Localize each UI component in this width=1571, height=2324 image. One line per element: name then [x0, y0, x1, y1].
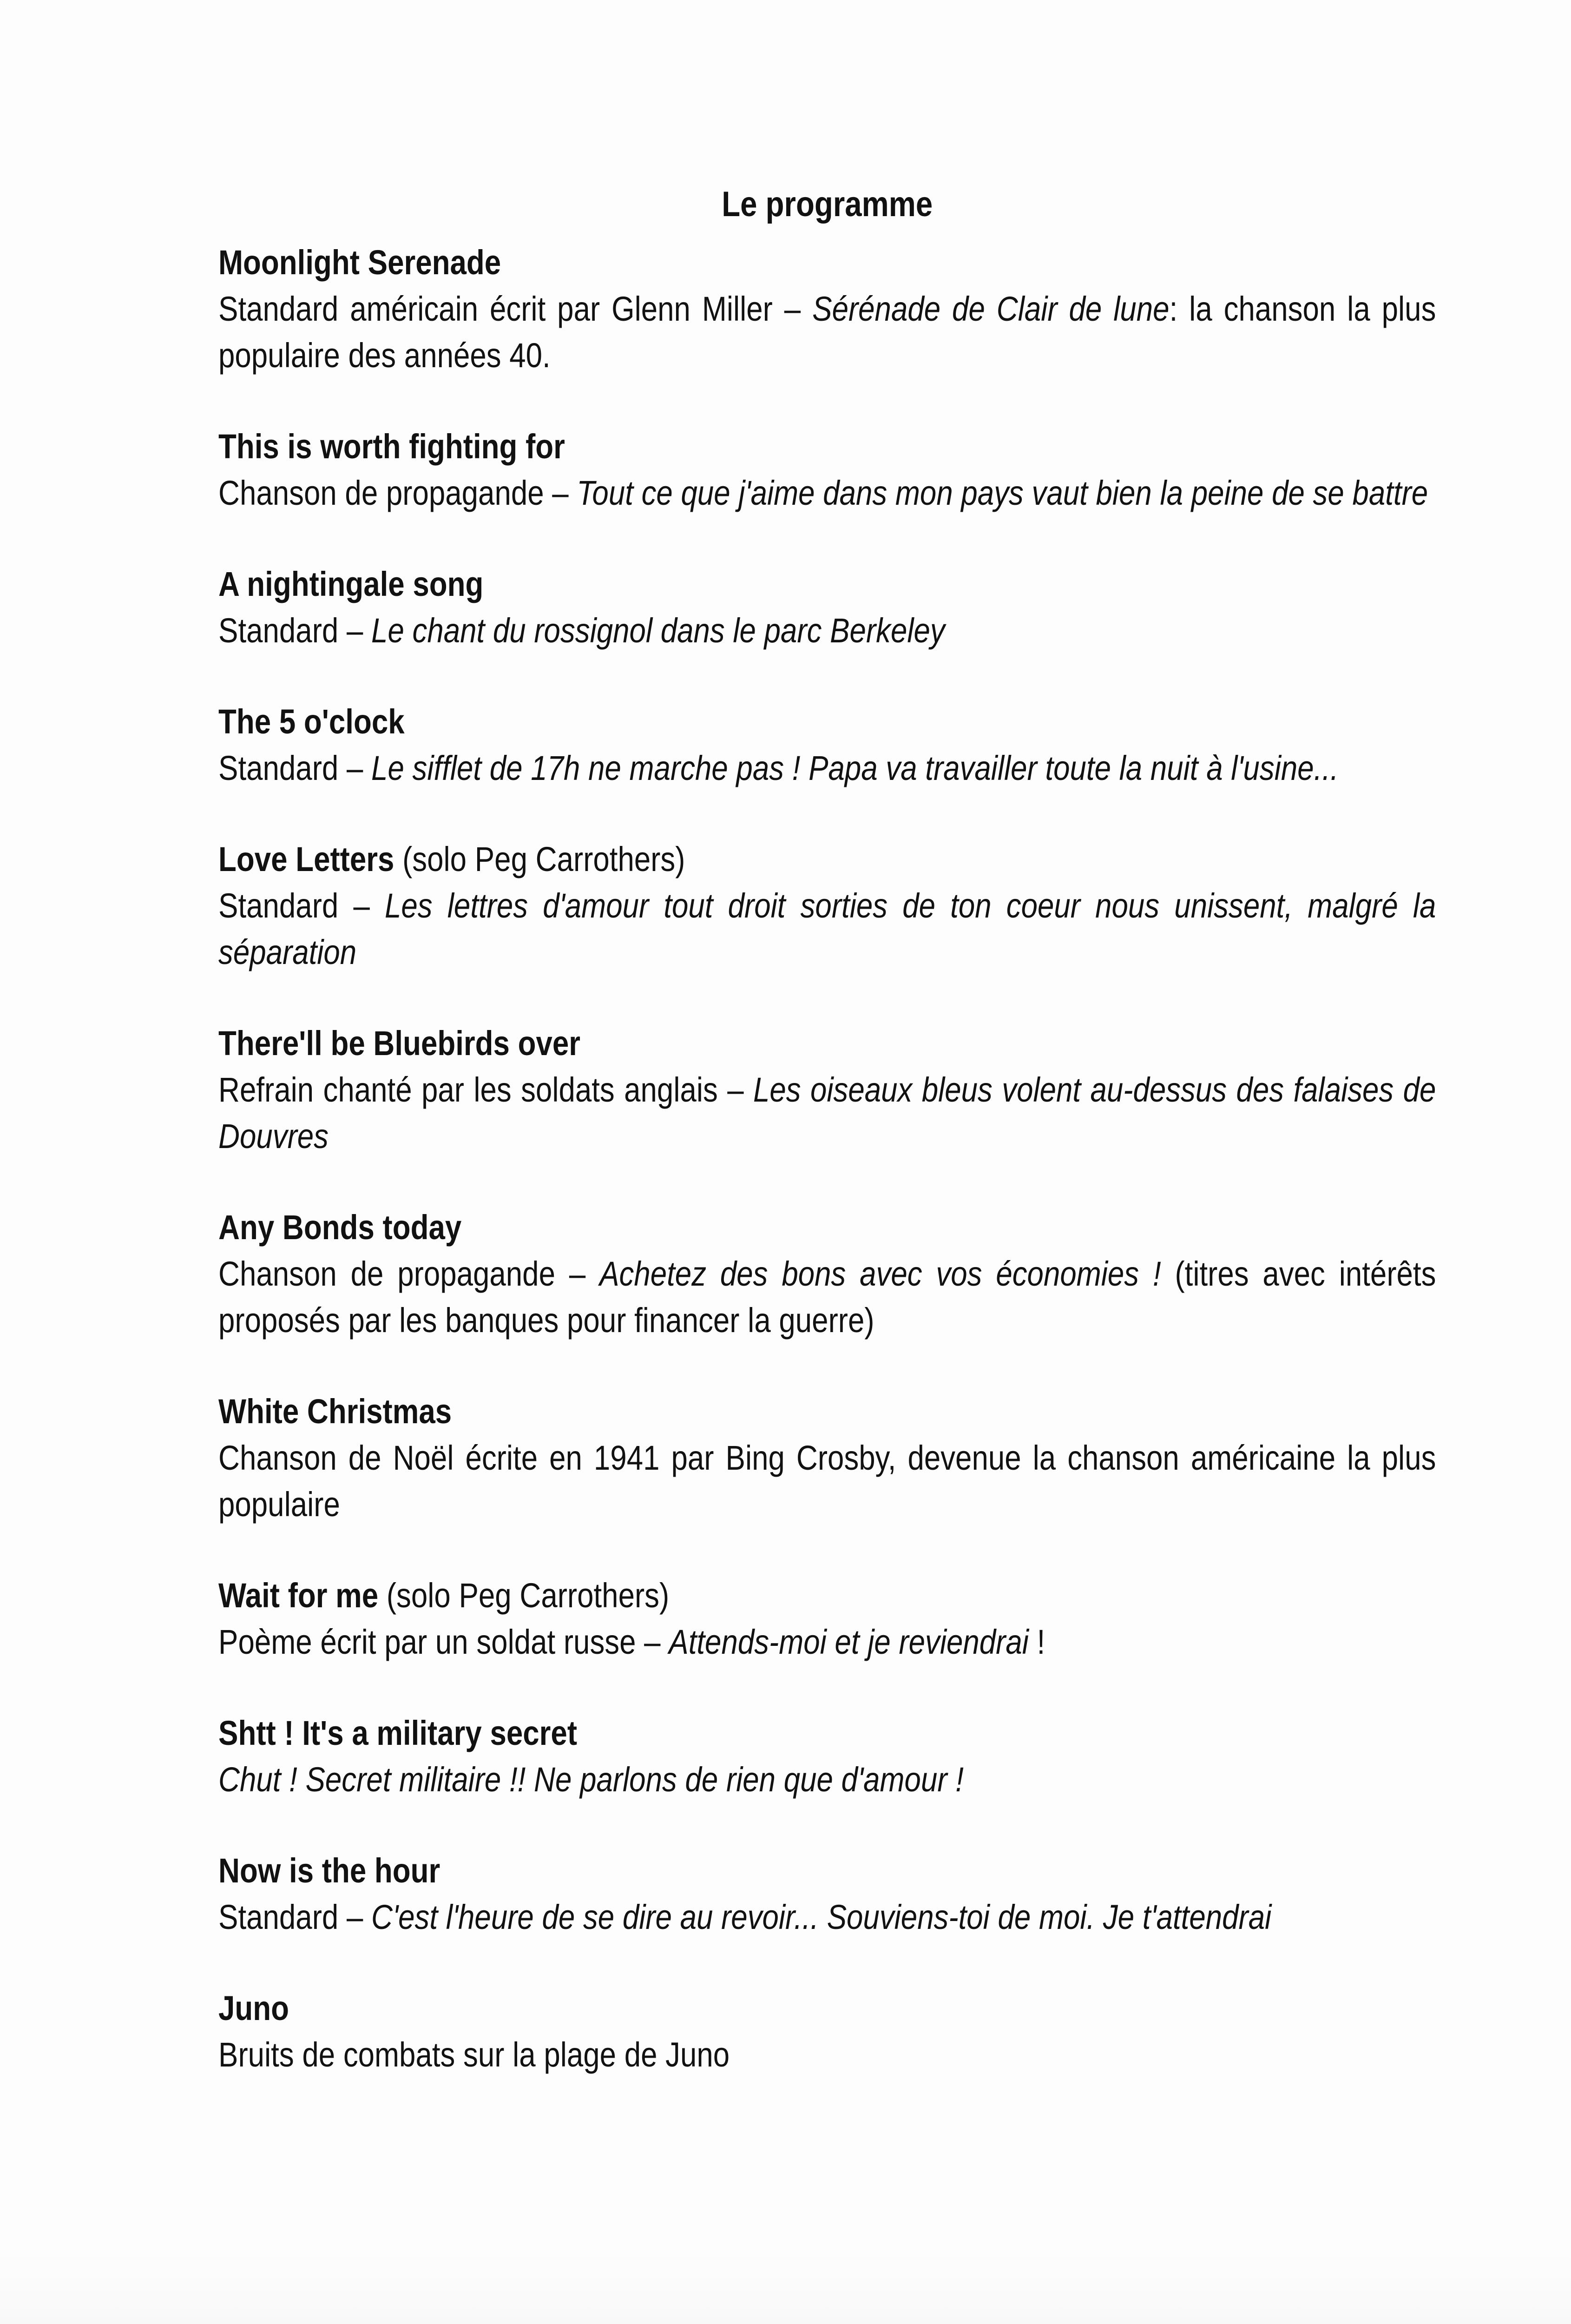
- song-title: [218, 836, 1436, 883]
- description-italic-text: Achetez des bons avec vos économies !: [599, 1254, 1161, 1293]
- song-description: [218, 607, 1436, 654]
- song-title-text: A nightingale song: [218, 565, 484, 603]
- song-title-text: Now is the hour: [218, 1851, 440, 1890]
- song-title-text: This is worth fighting for: [218, 427, 565, 466]
- description-italic-text: C'est l'heure de se dire au revoir... Souviens-toi de moi. Je t'attendrai: [371, 1898, 1272, 1936]
- song-title-text: Juno: [218, 1989, 289, 2027]
- program-item: [218, 1388, 1436, 1528]
- song-title-text: Moonlight Serenade: [218, 243, 501, 282]
- song-title-text: Wait for me: [218, 1576, 379, 1615]
- song-performer-note: (solo Peg Carrothers): [394, 840, 685, 878]
- description-trailing-text: : la chanson la plus populaire des années 40.: [218, 290, 1436, 375]
- song-description: [218, 1894, 1436, 1941]
- description-text: Chanson de propagande –: [218, 1254, 600, 1293]
- description-text: Chanson de Noël écrite en 1941 par Bing Crosby, devenue la chanson américaine la plus populaire: [218, 1439, 1436, 1524]
- description-text: Standard –: [218, 886, 385, 925]
- description-text: Standard –: [218, 611, 372, 650]
- description-text: Standard –: [218, 1898, 372, 1936]
- description-italic-text: Sérénade de Clair de lune: [812, 290, 1170, 328]
- song-description: [218, 1619, 1436, 1665]
- song-title: [218, 1710, 1436, 1756]
- song-title: [218, 423, 1436, 470]
- description-italic-text: Le sifflet de 17h ne marche pas ! Papa va travailler toute la nuit à l'usine...: [371, 749, 1339, 787]
- song-description: [218, 2032, 1436, 2078]
- scan-edge: [0, 2254, 1571, 2324]
- song-performer-note: (solo Peg Carrothers): [378, 1576, 670, 1615]
- song-title: [218, 1848, 1436, 1894]
- song-title-text: There'll be Bluebirds over: [218, 1024, 581, 1063]
- song-description: [218, 1067, 1436, 1160]
- song-description: [218, 1756, 1436, 1803]
- program-item: [218, 1710, 1436, 1803]
- song-title-text: White Christmas: [218, 1392, 452, 1431]
- description-italic-text: Les lettres d'amour tout droit sorties de ton coeur nous unissent, malgré la séparation: [218, 886, 1436, 971]
- program-item: [218, 561, 1436, 654]
- song-description: [218, 470, 1436, 516]
- program-item: [218, 1020, 1436, 1160]
- program-content: [218, 181, 1436, 2123]
- description-italic-text: Chut ! Secret militaire !! Ne parlons de rien que d'amour !: [218, 1760, 964, 1799]
- description-text: Standard américain écrit par Glenn Miller –: [218, 290, 813, 328]
- program-item: [218, 239, 1436, 379]
- song-description: [218, 883, 1436, 976]
- song-title: [218, 1572, 1436, 1619]
- program-item: [218, 1572, 1436, 1665]
- program-item: [218, 1848, 1436, 1941]
- song-description: [218, 1251, 1436, 1344]
- description-text: Poème écrit par un soldat russe –: [218, 1623, 669, 1661]
- song-title: [218, 1020, 1436, 1067]
- description-italic-text: Les oiseaux bleus volent au-dessus des falaises de Douvres: [218, 1070, 1436, 1155]
- program-item: [218, 699, 1436, 792]
- page-title: Le programme: [722, 185, 933, 224]
- description-text: Standard –: [218, 749, 372, 787]
- description-italic-text: Tout ce que j'aime dans mon pays vaut bien la peine de se battre: [577, 474, 1428, 512]
- song-description: [218, 1435, 1436, 1528]
- description-trailing-text: (titres avec intérêts proposés par les banques pour financer la guerre): [218, 1254, 1436, 1340]
- song-title: [218, 1388, 1436, 1435]
- song-description: [218, 745, 1436, 792]
- program-list: [218, 239, 1436, 2078]
- description-text: Chanson de propagande –: [218, 474, 577, 512]
- song-title: [218, 1204, 1436, 1251]
- program-item: [218, 423, 1436, 516]
- song-title: [218, 1985, 1436, 2032]
- description-italic-text: Le chant du rossignol dans le parc Berkeley: [371, 611, 945, 650]
- song-title-text: Shtt ! It's a military secret: [218, 1714, 578, 1752]
- song-title-text: Any Bonds today: [218, 1208, 462, 1247]
- program-item: [218, 1204, 1436, 1344]
- song-title: [218, 561, 1436, 607]
- description-italic-text: Attends-moi et je reviendrai: [669, 1623, 1029, 1661]
- program-item: [218, 1985, 1436, 2078]
- description-text: Refrain chanté par les soldats anglais –: [218, 1070, 753, 1109]
- song-title: [218, 699, 1436, 745]
- song-title-text: Love Letters: [218, 840, 394, 878]
- song-title-text: The 5 o'clock: [218, 702, 405, 741]
- description-trailing-text: !: [1028, 1623, 1045, 1661]
- song-description: [218, 286, 1436, 379]
- program-item: [218, 836, 1436, 976]
- description-text: Bruits de combats sur la plage de Juno: [218, 2035, 730, 2074]
- song-title: [218, 239, 1436, 286]
